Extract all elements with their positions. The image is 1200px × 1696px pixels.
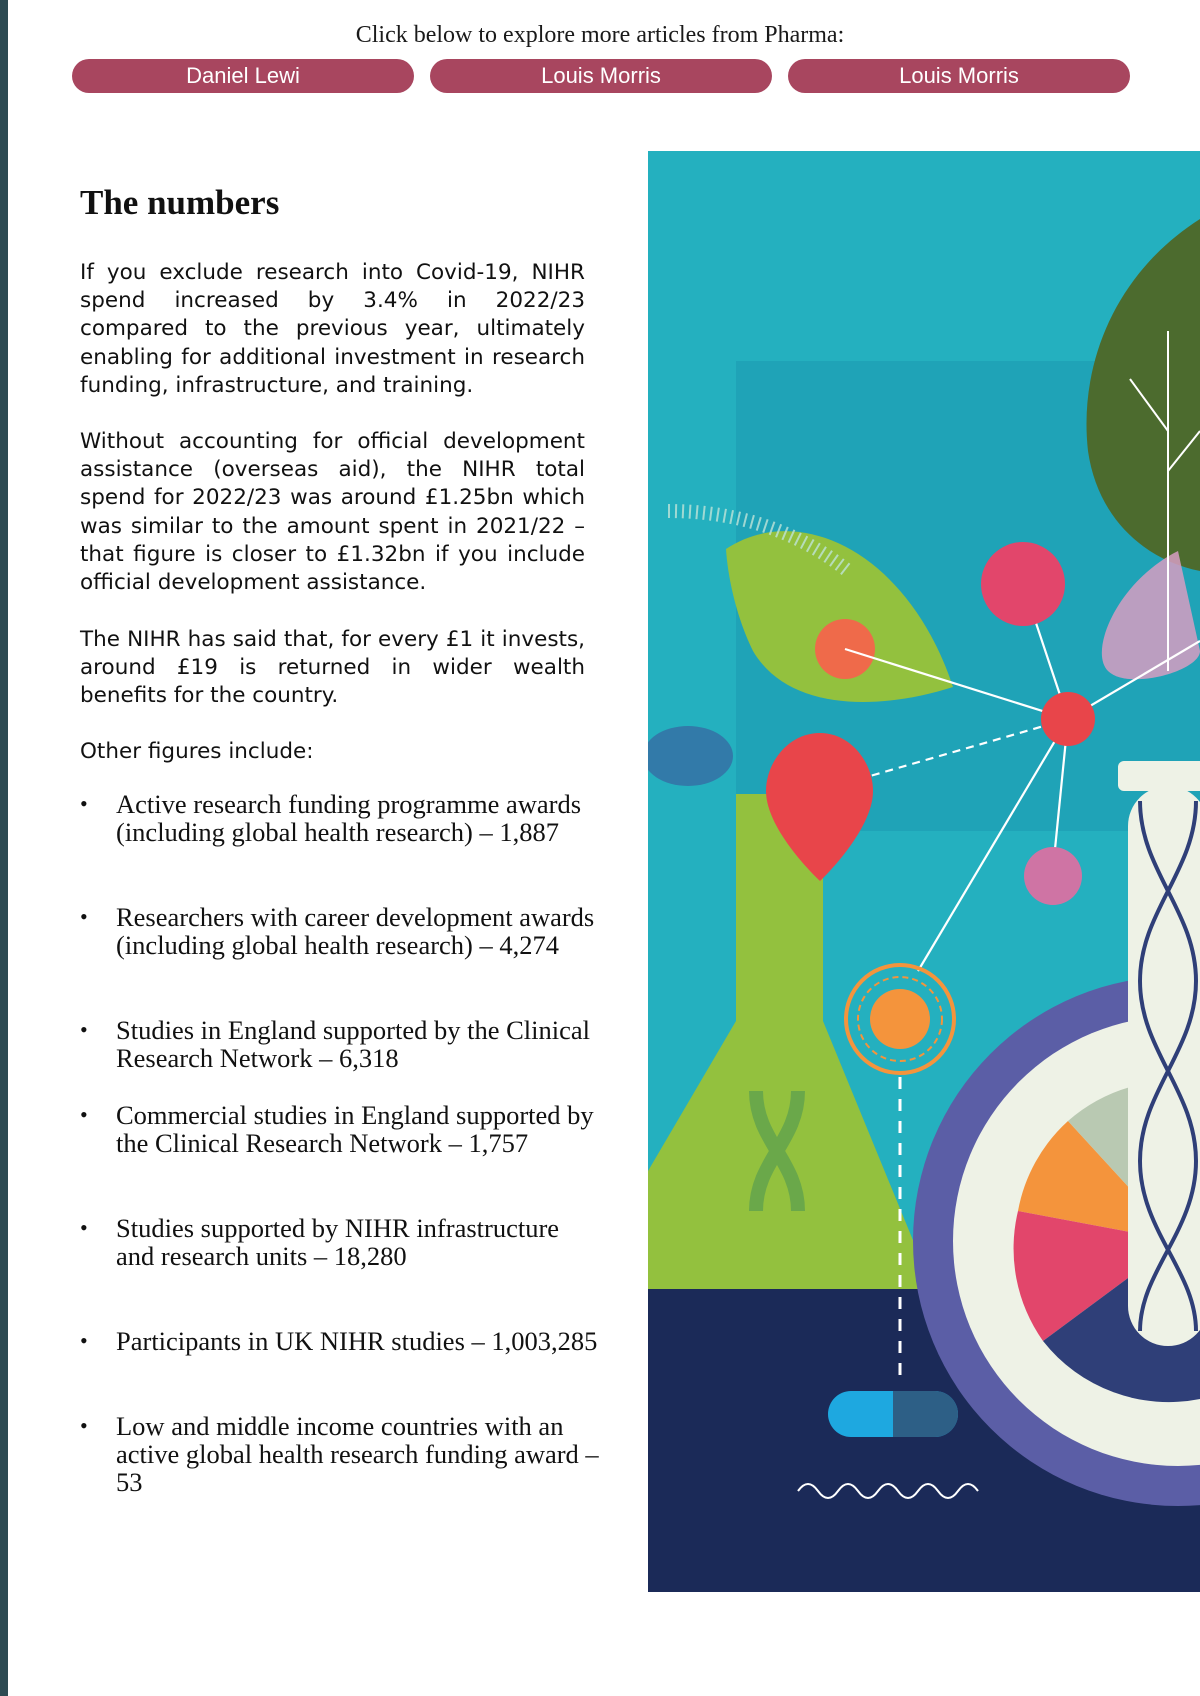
red-node-shape xyxy=(1041,692,1095,746)
author-link-louis-morris[interactable]: Louis Morris xyxy=(430,59,772,93)
paragraph-spend-increase: If you exclude research into Covid-19, NIHR spend increased by 3.4% in 2022/23 compared to the previous year, ultimately enabling for additional investment in research funding, infrastructure, and training. xyxy=(80,260,585,398)
science-lab-illustration-icon xyxy=(648,151,1200,1592)
bullet-icon: • xyxy=(80,1017,88,1042)
author-link-louis-morris-2[interactable]: Louis Morris xyxy=(788,59,1130,93)
bullet-icon: • xyxy=(80,904,88,929)
list-item-text: Researchers with career development awards (including global health research) – 4,274 xyxy=(116,902,595,960)
paragraph-wealth-return: The NIHR has said that, for every £1 it invests, around £19 is returned in wider wealth benefits for the country. xyxy=(80,627,585,709)
bullet-icon: • xyxy=(80,1413,88,1438)
list-item xyxy=(80,903,600,959)
list-item xyxy=(80,1412,600,1496)
explore-banner-text: Click below to explore more articles from Pharma: xyxy=(355,22,845,48)
list-item xyxy=(80,1214,600,1270)
list-item-text: Studies in England supported by the Clinical Research Network – 6,318 xyxy=(116,1015,590,1073)
target-center xyxy=(870,989,930,1049)
pink-node-shape xyxy=(981,542,1065,626)
list-item-text: Studies supported by NIHR infrastructure and research units – 18,280 xyxy=(116,1213,560,1271)
capsule-half-shape xyxy=(893,1391,958,1437)
section-heading: The numbers xyxy=(80,183,280,222)
mauve-node-shape xyxy=(1024,847,1082,905)
list-item-text: Commercial studies in England supported by the Clinical Research Network – 1,757 xyxy=(116,1100,594,1158)
list-intro: Other figures include: xyxy=(80,739,314,764)
list-item xyxy=(80,1327,600,1355)
author-links-row xyxy=(72,59,1130,93)
bullet-icon: • xyxy=(80,791,88,816)
bullet-icon: • xyxy=(80,1328,88,1353)
page-edge-rule xyxy=(0,0,8,1696)
author-link-daniel-lewi[interactable]: Daniel Lewi xyxy=(72,59,414,93)
bullet-icon: • xyxy=(80,1215,88,1240)
list-item-text: Active research funding programme awards (including global health research) – 1,887 xyxy=(116,789,582,847)
tube-cap-shape xyxy=(1118,761,1200,791)
paragraph-total-spend: Without accounting for official development assistance (overseas aid), the NIHR total spend for 2022/23 was around £1.25bn which was similar to the amount spent in 2021/22 – that figure is closer to £1.32bn if you include official development assistance. xyxy=(80,429,585,596)
list-item xyxy=(80,790,600,846)
list-item xyxy=(80,1101,600,1157)
list-item-text: Low and middle income countries with an active global health research funding award – 53 xyxy=(116,1411,599,1497)
list-item xyxy=(80,1016,600,1072)
list-item-text: Participants in UK NIHR studies – 1,003,285 xyxy=(116,1326,598,1356)
bullet-icon: • xyxy=(80,1102,88,1127)
